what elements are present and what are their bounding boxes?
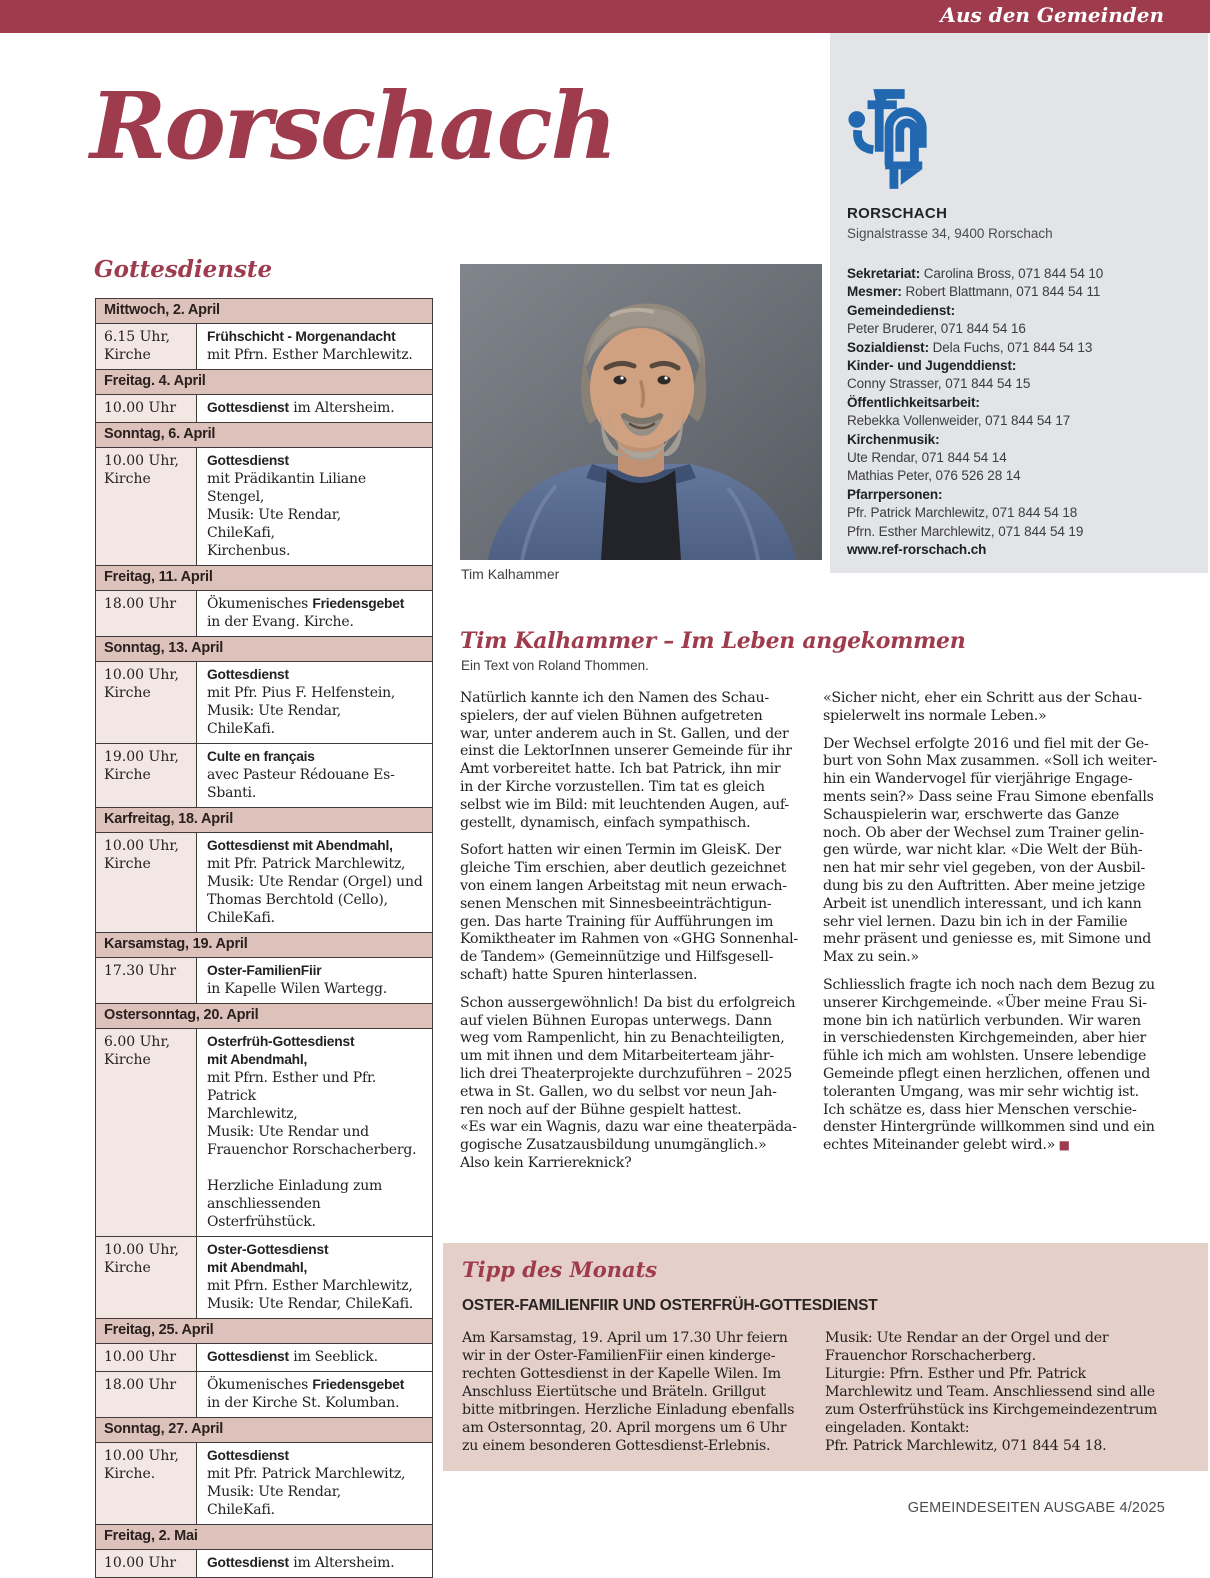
article-column-2 bbox=[823, 690, 1171, 1165]
article-paragraph: Der Wechsel erfolgte 2016 und fiel mit der Ge- burt von Sohn Max zusammen. «Soll ich weiter- hin ein Wandervogel für vierjährige Engage- ments sein?» Dass seine Frau Simone ebenfalls Schauspielerin war, erschwerte das Ganze noch. Ob aber der Wechsel zum Trainer gelin- gen würde, war nicht klar. «Die Welt der Büh- nen hat mir sehr viel gegeben, von der Ausbil- dung bis zu den Auftritten. Aber meine jetzige Arbeit ist unendlich interessant, und ich kann sehr viel lernen. Dazu bin ich in der Familie mehr präsent und geniesse es, mit Simone und Max zu sein.» bbox=[823, 735, 1157, 966]
contact-line: Mesmer: Robert Blattmann, 071 844 54 11 bbox=[847, 284, 1101, 300]
tip-column-2 bbox=[825, 1329, 1190, 1455]
service-entry-row bbox=[96, 958, 433, 1004]
service-date-header: Freitag, 11. April bbox=[96, 566, 433, 591]
service-date-header: Mittwoch, 2. April bbox=[96, 299, 433, 324]
contact-line: Sekretariat: Carolina Bross, 071 844 54 10 bbox=[847, 266, 1104, 281]
service-entry-row bbox=[96, 662, 433, 744]
service-description: Ökumenisches Friedensgebet in der Evang. Kirche. bbox=[197, 591, 433, 637]
contact-line: Öffentlichkeitsarbeit: bbox=[847, 394, 980, 410]
service-description: Gottesdienst mit Pfr. Patrick Marchlewitz, Musik: Ute Rendar, ChileKafi. bbox=[197, 1443, 433, 1525]
service-description: Osterfrüh-Gottesdienst mit Abendmahl, mit Pfrn. Esther und Pfr. Patrick Marchlewitz, Musik: Ute Rendar und Frauenchor Rorschacherberg. Herzliche Einladung zum anschliessenden Osterfrühstück. bbox=[197, 1029, 433, 1237]
service-entry-row bbox=[96, 324, 433, 370]
service-entry-row bbox=[96, 1237, 433, 1319]
service-date-row bbox=[96, 933, 433, 958]
service-date-header: Ostersonntag, 20. April bbox=[96, 1004, 433, 1029]
service-date-row bbox=[96, 1525, 433, 1550]
photo-caption: Tim Kalhammer bbox=[461, 566, 560, 582]
service-date-row bbox=[96, 566, 433, 591]
service-date-header: Sonntag, 13. April bbox=[96, 637, 433, 662]
service-date-row bbox=[96, 1418, 433, 1443]
service-time: 18.00 Uhr bbox=[96, 1372, 197, 1418]
service-description: Gottesdienst im Seeblick. bbox=[197, 1344, 433, 1372]
service-entry-row bbox=[96, 1372, 433, 1418]
service-time: 18.00 Uhr bbox=[96, 591, 197, 637]
article-paragraph: Schon aussergewöhnlich! Da bist du erfolgreich auf vielen Bühnen Europas unterwegs. Dann weg vom Rampenlicht, hin zu Benachteiligten, um mit ihnen und dem Mitarbeiterteam jähr- lich drei Theaterprojekte durchzuführen – 2025 etwa in St. Gallen, wo du selbst vor neun Jah- ren noch auf der Bühne gespielt hattest. «Es war ein Wagnis, dazu war eine theaterpäda- gogische Zusatzausbildung unumgänglich.» Also kein Karriereknick? bbox=[460, 994, 797, 1171]
service-date-header: Freitag, 2. Mai bbox=[96, 1525, 433, 1550]
contact-line: Kinder- und Jugenddienst: bbox=[847, 358, 1017, 374]
service-date-row bbox=[96, 423, 433, 448]
service-description: Gottesdienst mit Prädikantin Liliane Stengel, Musik: Ute Rendar, ChileKafi, Kirchenbus. bbox=[197, 448, 433, 566]
article-paragraph: Sofort hatten wir einen Termin im GleisK. Der gleiche Tim erschien, aber deutlich gezeichnet von einem langen Arbeitstag mit neun erwach- senen Menschen mit Sinnesbeeinträchtigun- gen. Das harte Training für Aufführungen im Komiktheater im Rahmen von «GHG Sonnenhal- de Tandem» (Gemeinnützige und Hilfsgesell- schaft) hatte Spuren hinterlassen. bbox=[460, 842, 798, 983]
article-paragraph: «Sicher nicht, eher ein Schritt aus der Schau- spielerwelt ins normale Leben.» bbox=[823, 690, 1142, 724]
contact-line: Pfr. Patrick Marchlewitz, 071 844 54 18 bbox=[847, 505, 1078, 521]
contact-line: Pfarrpersonen: bbox=[847, 486, 943, 502]
page-footer: GEMEINDESEITEN AUSGABE 4/2025 bbox=[907, 1500, 1165, 1516]
service-description: Gottesdienst im Altersheim. bbox=[197, 1550, 433, 1578]
contact-block bbox=[847, 265, 1103, 560]
contact-line: Sozialdienst: Dela Fuchs, 071 844 54 13 bbox=[847, 339, 1093, 355]
service-description: Oster-Gottesdienst mit Abendmahl, mit Pfrn. Esther Marchlewitz, Musik: Ute Rendar, ChileKafi. bbox=[197, 1237, 433, 1319]
parish-name: RORSCHACH bbox=[847, 205, 948, 222]
service-time: 19.00 Uhr, Kirche bbox=[96, 744, 197, 808]
tip-column-1 bbox=[462, 1329, 814, 1455]
service-description: Ökumenisches Friedensgebet in der Kirche St. Kolumban. bbox=[197, 1372, 433, 1418]
article-title: Tim Kalhammer – Im Leben angekommen bbox=[460, 628, 966, 654]
service-date-header: Freitag, 25. April bbox=[96, 1319, 433, 1344]
service-description: Frühschicht - Morgenandacht mit Pfrn. Esther Marchlewitz. bbox=[197, 324, 433, 370]
tip-heading: OSTER-FAMILIENFIIR UND OSTERFRÜH-GOTTESDIENST bbox=[462, 1297, 878, 1314]
tip-paragraph: Musik: Ute Rendar an der Orgel und der Frauenchor Rorschacherberg. Liturgie: Pfrn. Esther und Pfr. Patrick Marchlewitz und Team. Anschliessend sind alle zum Osterfrühstück ins Kirchgemeindezentrum eingeladen. Kontakt: Pfr. Patrick Marchlewitz, 071 844 54 18. bbox=[825, 1330, 1158, 1454]
service-entry-row bbox=[96, 744, 433, 808]
service-time: 10.00 Uhr bbox=[96, 395, 197, 423]
service-time: 10.00 Uhr, Kirche. bbox=[96, 1443, 197, 1525]
article-column-1 bbox=[460, 690, 812, 1183]
service-date-row bbox=[96, 370, 433, 395]
service-description: Gottesdienst mit Abendmahl, mit Pfr. Patrick Marchlewitz, Musik: Ute Rendar (Orgel) und Thomas Berchtold (Cello), ChileKafi. bbox=[197, 833, 433, 933]
service-date-row bbox=[96, 1004, 433, 1029]
article-paragraph: Schliesslich fragte ich noch nach dem Bezug zu unserer Kirchgemeinde. «Über meine Frau Si- mone bin ich natürlich verbunden. Wir waren in verschiedensten Kirchgemeinden, aber hier fühle ich mich am wohlsten. Unsere lebendige Gemeinde pflegt einen herzlichen, offenen und toleranten Umgang, was mir sehr wichtig ist. Ich schätze es, dass hier Menschen verschie- denster Hintergründe willkommen sind und ein echtes Miteinander gelebt wird.» ■ bbox=[823, 976, 1155, 1154]
service-entry-row bbox=[96, 1443, 433, 1525]
service-date-row bbox=[96, 1319, 433, 1344]
service-entry-row bbox=[96, 833, 433, 933]
tim-kalhammer-photo bbox=[460, 264, 822, 560]
page-title: Rorschach bbox=[90, 72, 616, 180]
service-date-header: Sonntag, 27. April bbox=[96, 1418, 433, 1443]
service-time: 6.15 Uhr, Kirche bbox=[96, 324, 197, 370]
service-entry-row bbox=[96, 1029, 433, 1237]
service-entry-row bbox=[96, 1550, 433, 1578]
service-time: 10.00 Uhr, Kirche bbox=[96, 1237, 197, 1319]
service-time: 6.00 Uhr, Kirche bbox=[96, 1029, 197, 1237]
service-time: 10.00 Uhr bbox=[96, 1344, 197, 1372]
service-time: 10.00 Uhr, Kirche bbox=[96, 448, 197, 566]
contact-line: Kirchenmusik: bbox=[847, 431, 940, 447]
contact-line: Ute Rendar, 071 844 54 14 bbox=[847, 450, 1007, 466]
contact-line: Mathias Peter, 076 526 28 14 bbox=[847, 468, 1021, 484]
service-entry-row bbox=[96, 1344, 433, 1372]
service-date-header: Karfreitag, 18. April bbox=[96, 808, 433, 833]
service-description: Culte en français avec Pasteur Rédouane Es-Sbanti. bbox=[197, 744, 433, 808]
service-entry-row bbox=[96, 448, 433, 566]
service-time: 10.00 Uhr, Kirche bbox=[96, 833, 197, 933]
service-description: Gottesdienst mit Pfr. Pius F. Helfenstein, Musik: Ute Rendar, ChileKafi. bbox=[197, 662, 433, 744]
top-bar bbox=[0, 0, 1210, 33]
tip-paragraph: Am Karsamstag, 19. April um 17.30 Uhr feiern wir in der Oster-FamilienFiir einen kinderge- rechten Gottesdienst in der Kapelle Wilen. Im Anschluss Eiertütsche und Bräteln. Grillgut bitte mitbringen. Herzliche Einladung ebenfalls am Ostersonntag, 20. April morgens um 6 Uhr zu einem besonderen Gottesdienst-Erlebnis. bbox=[462, 1330, 795, 1454]
service-description: Oster-FamilienFiir in Kapelle Wilen Wartegg. bbox=[197, 958, 433, 1004]
section-label: Aus den Gemeinden bbox=[940, 3, 1164, 27]
service-entry-row bbox=[96, 395, 433, 423]
services-table bbox=[95, 298, 433, 1578]
tip-title: Tipp des Monats bbox=[462, 1257, 658, 1282]
service-date-row bbox=[96, 808, 433, 833]
parish-address: Signalstrasse 34, 9400 Rorschach bbox=[847, 226, 1053, 241]
article-byline: Ein Text von Roland Thommen. bbox=[461, 658, 649, 673]
service-time: 10.00 Uhr bbox=[96, 1550, 197, 1578]
parish-info-box bbox=[830, 33, 1208, 573]
contact-line: Peter Bruderer, 071 844 54 16 bbox=[847, 321, 1026, 337]
service-date-header: Karsamstag, 19. April bbox=[96, 933, 433, 958]
service-date-row bbox=[96, 299, 433, 324]
services-heading: Gottesdienste bbox=[94, 256, 273, 283]
service-date-header: Sonntag, 6. April bbox=[96, 423, 433, 448]
contact-line: www.ref-rorschach.ch bbox=[847, 542, 987, 558]
rooster-logo-icon bbox=[846, 85, 934, 198]
contact-line: Pfrn. Esther Marchlewitz, 071 844 54 19 bbox=[847, 523, 1084, 539]
end-mark: ■ bbox=[1055, 1138, 1070, 1153]
service-entry-row bbox=[96, 591, 433, 637]
service-time: 17.30 Uhr bbox=[96, 958, 197, 1004]
contact-line: Conny Strasser, 071 844 54 15 bbox=[847, 376, 1031, 392]
service-time: 10.00 Uhr, Kirche bbox=[96, 662, 197, 744]
service-description: Gottesdienst im Altersheim. bbox=[197, 395, 433, 423]
tip-of-the-month-box bbox=[443, 1243, 1208, 1471]
contact-line: Gemeindedienst: bbox=[847, 302, 956, 318]
contact-line: Rebekka Vollenweider, 071 844 54 17 bbox=[847, 413, 1071, 429]
service-date-row bbox=[96, 637, 433, 662]
article-paragraph: Natürlich kannte ich den Namen des Schau- spielers, der auf vielen Bühnen aufgetreten war, unter anderem auch in St. Gallen, und der einst die LektorInnen unserer Gemeinde für ihr Amt vorbereitet hatte. Ich bat Patrick, ihn mir in der Kirche vorzustellen. Tim tat es gleich selbst wie im Bild: mit leuchtenden Augen, auf- gestellt, dynamisch, einfach sympathisch. bbox=[460, 690, 792, 831]
service-date-header: Freitag. 4. April bbox=[96, 370, 433, 395]
